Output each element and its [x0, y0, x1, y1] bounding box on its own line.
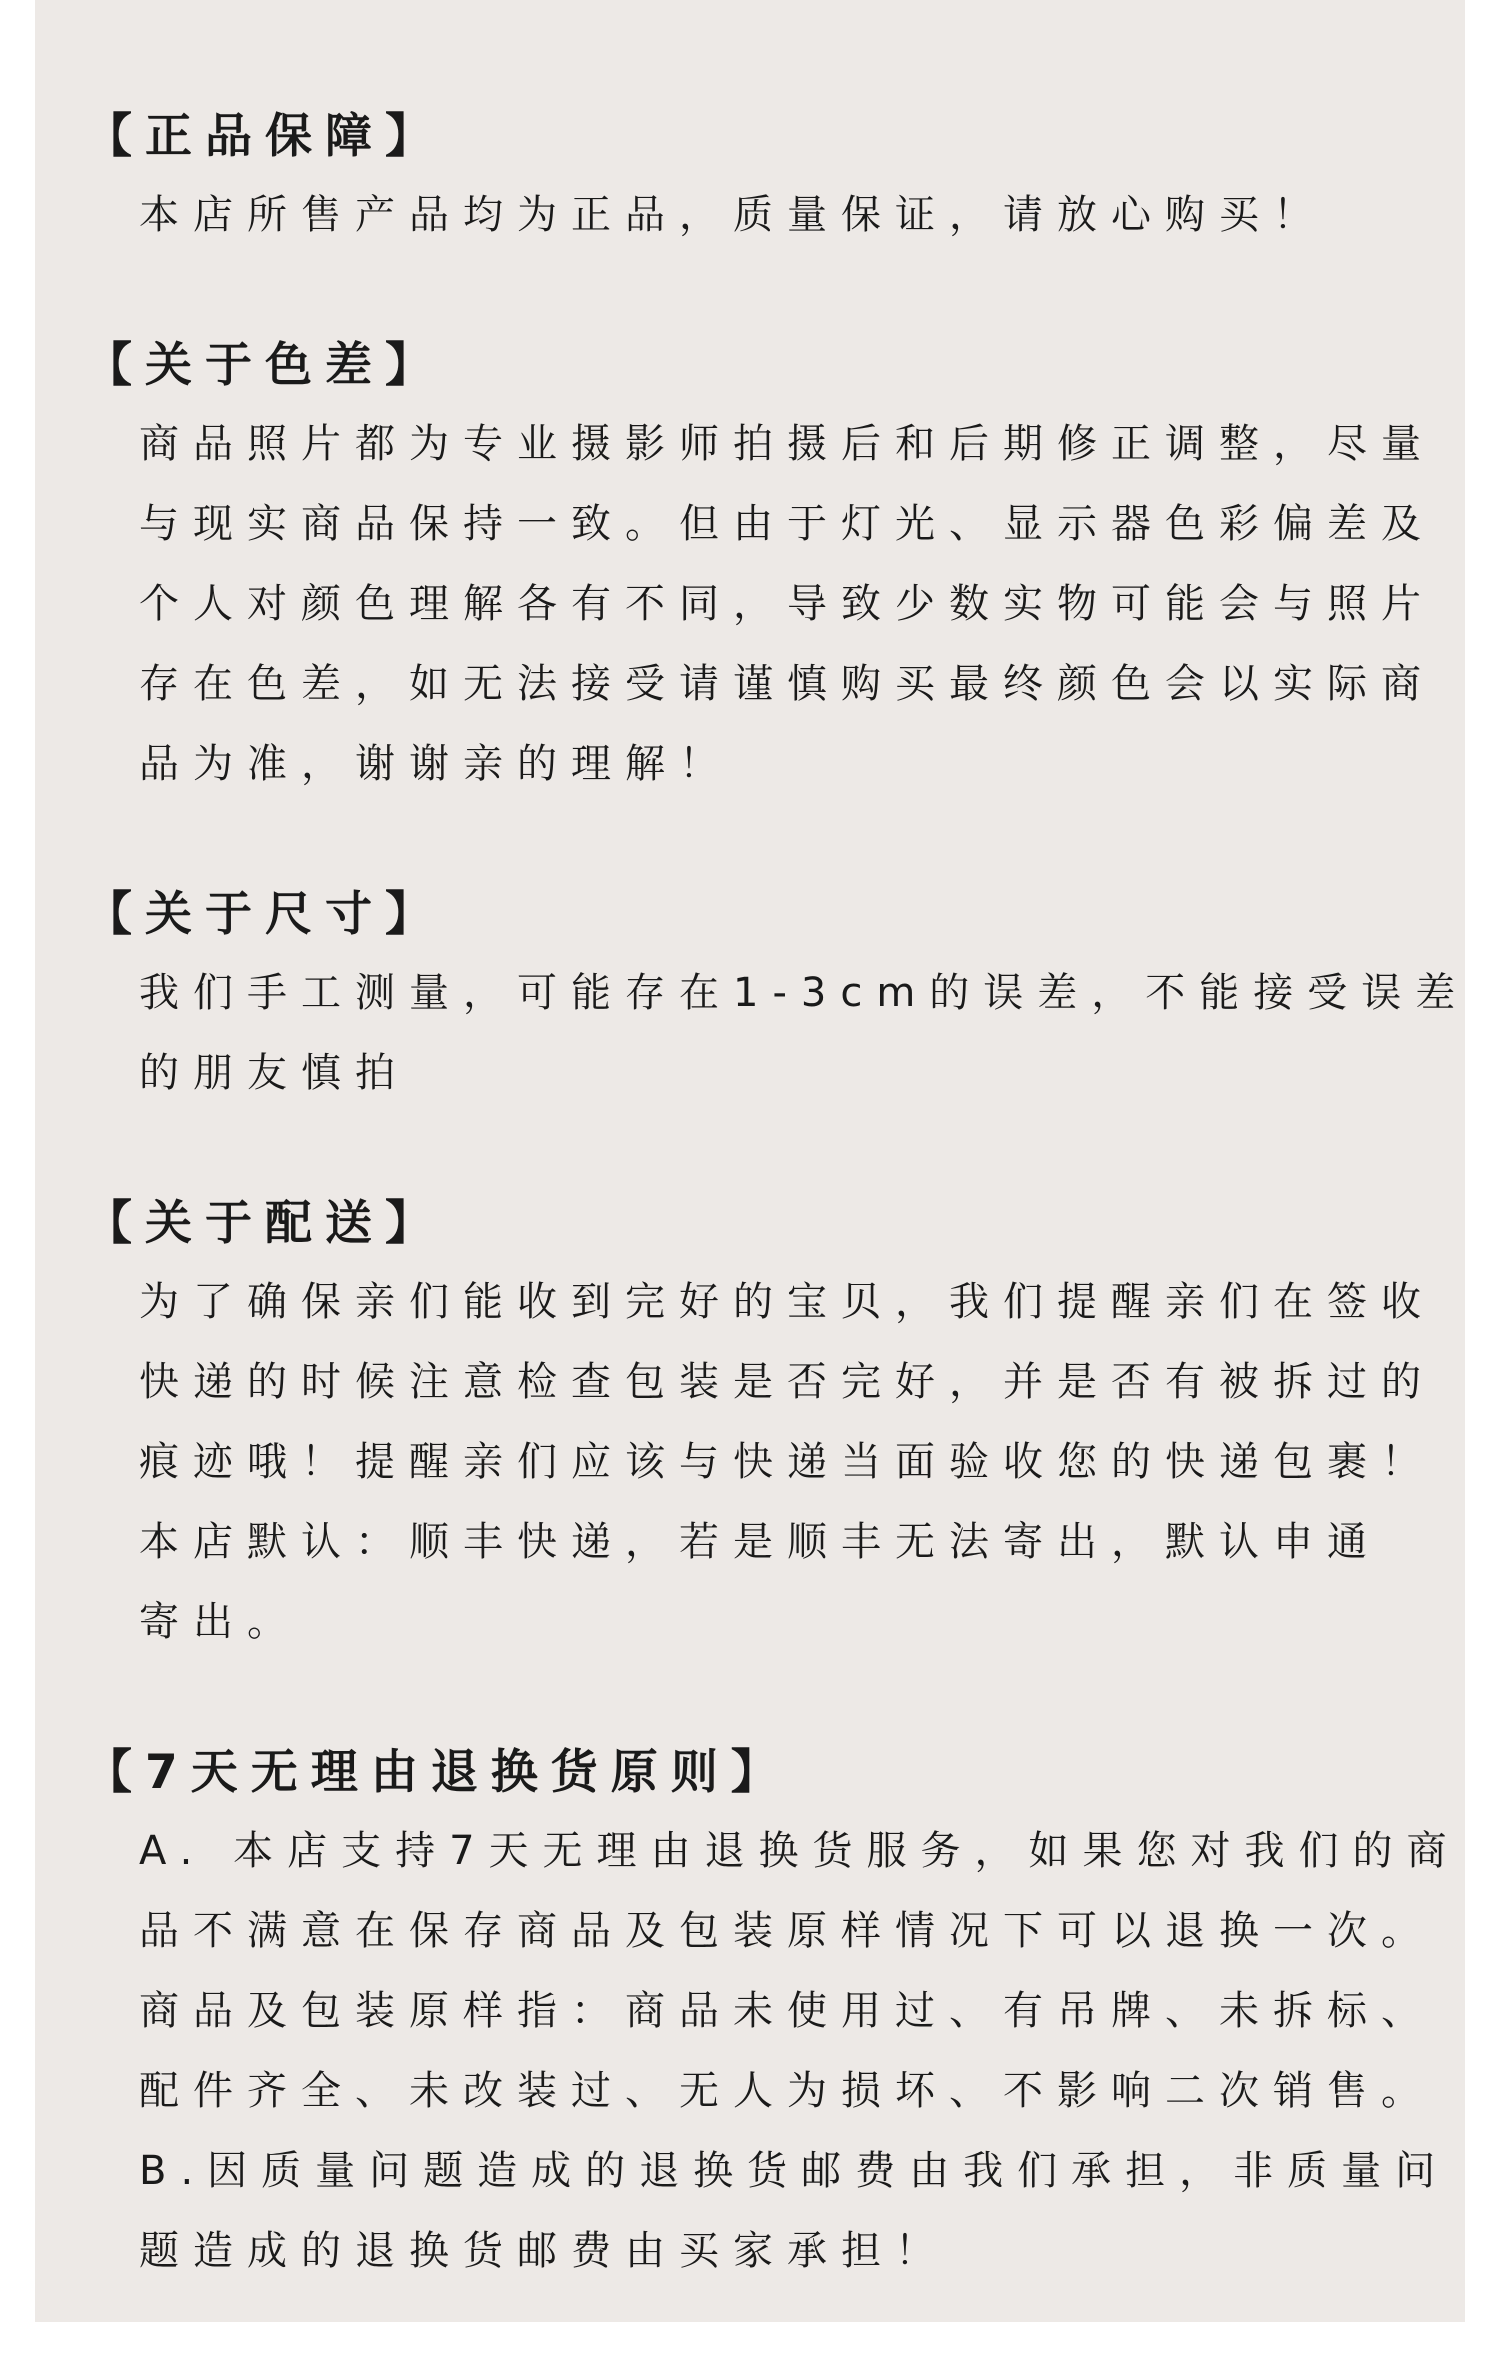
- section-text-line: 本店所售产品均为正品，质量保证，请放心购买！: [139, 192, 1327, 238]
- section-text-line: 为了确保亲们能收到完好的宝贝，我们提醒亲们在签收: [139, 1279, 1435, 1325]
- policy-panel: [35, 0, 1470, 2322]
- section-text-line: 品为准，谢谢亲的理解！: [139, 741, 733, 787]
- section-text-line: 我们手工测量，可能存在1-3cm的误差，不能接受误差: [139, 970, 1470, 1016]
- section-text-line: 与现实商品保持一致。但由于灯光、显示器色彩偏差及: [139, 501, 1435, 547]
- section-heading: 【关于配送】: [85, 1196, 445, 1251]
- section-heading: 【7天无理由退换货原则】: [85, 1745, 791, 1800]
- section-delivery: [85, 1189, 1435, 1662]
- section-text-line: 快递的时候注意检查包装是否完好，并是否有被拆过的: [139, 1359, 1435, 1405]
- section-text-line: 商品及包装原样指：商品未使用过、有吊牌、未拆标、: [139, 1988, 1435, 2034]
- section-text-line: 寄出。: [139, 1599, 301, 1645]
- section-text-line: 本店默认：顺丰快递，若是顺丰无法寄出，默认申通: [139, 1519, 1381, 1565]
- section-size: [85, 880, 1470, 1113]
- section-heading: 【正品保障】: [85, 109, 445, 164]
- section-authentic-guarantee: [85, 102, 1431, 255]
- section-text-line: B.因质量问题造成的退换货邮费由我们承担，非质量问: [139, 2148, 1450, 2194]
- section-text-line: 的朋友慎拍: [139, 1050, 409, 1096]
- section-heading: 【关于色差】: [85, 338, 445, 393]
- section-text-line: 品不满意在保存商品及包装原样情况下可以退换一次。: [139, 1908, 1435, 1954]
- section-text-line: 配件齐全、未改装过、无人为损坏、不影响二次销售。: [139, 2068, 1435, 2114]
- section-color-difference: [85, 331, 1435, 804]
- section-text-line: 痕迹哦！提醒亲们应该与快递当面验收您的快递包裹！: [139, 1439, 1435, 1485]
- section-text-line: 个人对颜色理解各有不同，导致少数实物可能会与照片: [139, 581, 1435, 627]
- section-heading: 【关于尺寸】: [85, 887, 445, 942]
- section-text-line: 题造成的退换货邮费由买家承担！: [139, 2228, 949, 2274]
- policy-content: [85, 102, 1470, 2367]
- section-return-policy: [85, 1738, 1461, 2291]
- section-text-line: 商品照片都为专业摄影师拍摄后和后期修正调整，尽量: [139, 421, 1435, 467]
- section-text-line: 存在色差，如无法接受请谨慎购买最终颜色会以实际商: [139, 661, 1435, 707]
- section-text-line: A. 本店支持7天无理由退换货服务，如果您对我们的商: [139, 1828, 1461, 1874]
